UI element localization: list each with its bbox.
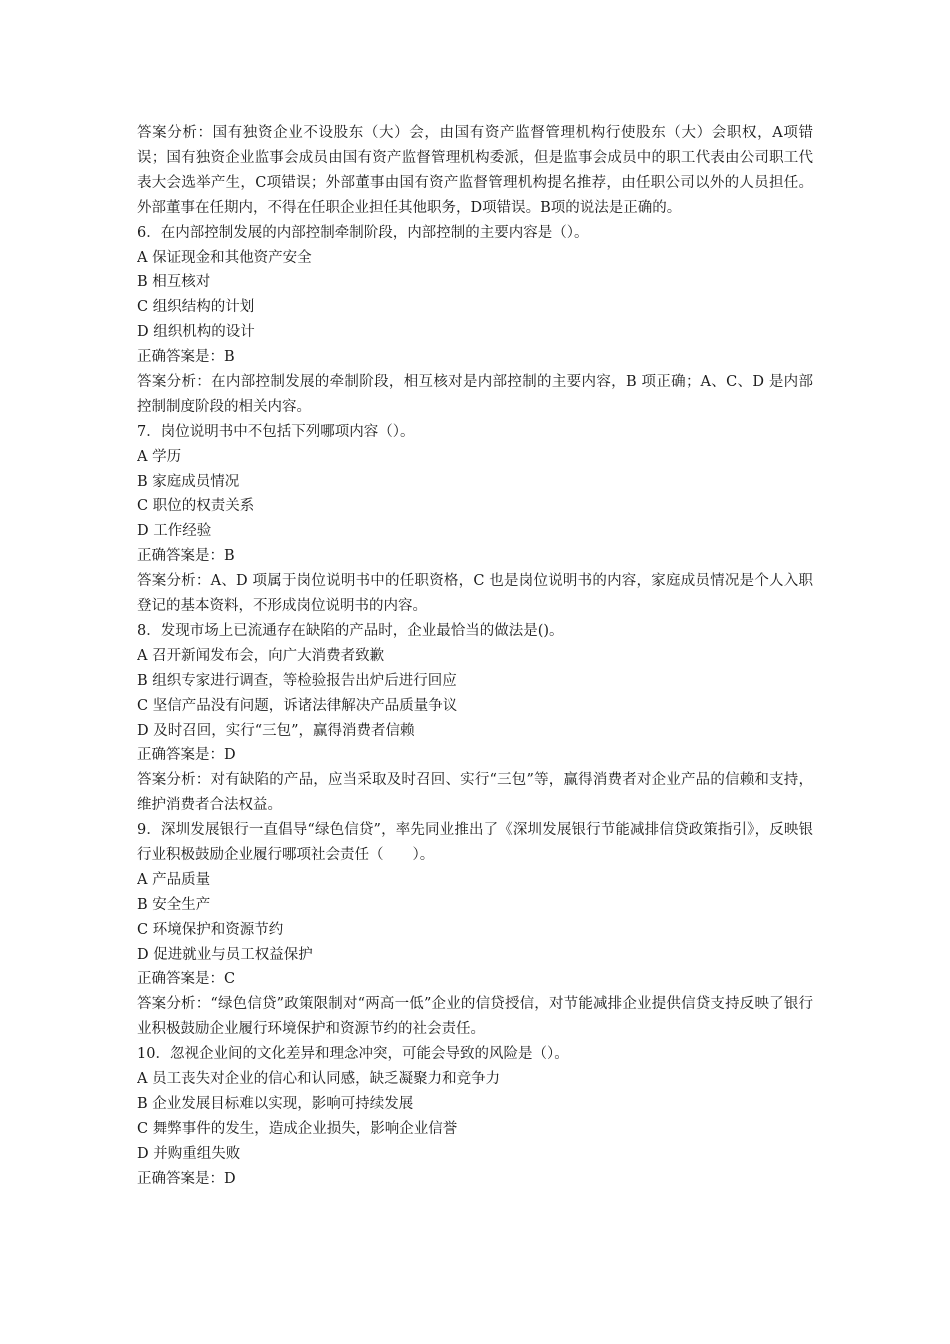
intro-analysis: 答案分析：国有独资企业不设股东（大）会，由国有资产监督管理机构行使股东（大）会职权，A项错误；国有独资企业监事会成员由国有资产监督管理机构委派，但是监事会成员中的职工代表由公司职工代表大会选举产生，C项错误；外部董事由国有资产监督管理机构提名推荐，由任职公司以外的人员担任。外部董事在任期内，不得在任职企业担任其他职务，D项错误。B项的说法是正确的。 xyxy=(137,125,813,216)
option-d: D 促进就业与员工权益保护 xyxy=(137,946,313,963)
question-7 xyxy=(137,420,813,619)
document-page xyxy=(137,121,813,1192)
correct-answer: 正确答案是：D xyxy=(137,747,236,764)
option-a: A 产品质量 xyxy=(137,871,211,888)
answer-analysis: 答案分析：A、D 项属于岗位说明书中的任职资格，C 也是岗位说明书的内容，家庭成员情况是个人入职登记的基本资料，不形成岗位说明书的内容。 xyxy=(137,573,813,615)
question-6 xyxy=(137,221,813,420)
option-c: C 职位的权责关系 xyxy=(137,498,255,515)
option-a: A 召开新闻发布会，向广大消费者致歉 xyxy=(137,647,385,664)
option-a: A 保证现金和其他资产安全 xyxy=(137,249,312,266)
question-stem: 7．岗位说明书中不包括下列哪项内容（）。 xyxy=(137,423,415,440)
option-b: B 企业发展目标难以实现，影响可持续发展 xyxy=(137,1095,414,1112)
option-b: B 家庭成员情况 xyxy=(137,473,240,490)
question-stem: 10．忽视企业间的文化差异和理念冲突，可能会导致的风险是（）。 xyxy=(137,1046,569,1063)
correct-answer: 正确答案是：B xyxy=(137,548,235,565)
option-a: A 员工丧失对企业的信心和认同感，缺乏凝聚力和竞争力 xyxy=(137,1071,501,1088)
correct-answer: 正确答案是：B xyxy=(137,349,235,366)
option-d: D 组织机构的设计 xyxy=(137,324,255,341)
question-stem: 8．发现市场上已流通存在缺陷的产品时，企业最恰当的做法是()。 xyxy=(137,622,564,639)
option-b: B 组织专家进行调查，等检验报告出炉后进行回应 xyxy=(137,672,457,689)
question-stem: 9．深圳发展银行一直倡导“绿色信贷”，率先同业推出了《深圳发展银行节能减排信贷政策指引》，反映银行业积极鼓励企业履行哪项社会责任（ ）。 xyxy=(137,822,813,863)
question-9 xyxy=(137,818,813,1042)
option-d: D 及时召回，实行“三包”，赢得消费者信赖 xyxy=(137,722,415,739)
answer-analysis: 答案分析：对有缺陷的产品，应当采取及时召回、实行“三包”等，赢得消费者对企业产品的信赖和支持，维护消费者合法权益。 xyxy=(137,772,813,814)
question-stem: 6．在内部控制发展的内部控制牵制阶段，内部控制的主要内容是（）。 xyxy=(137,224,589,241)
option-c: C 组织结构的计划 xyxy=(137,299,255,316)
correct-answer: 正确答案是：D xyxy=(137,1170,236,1187)
option-a: A 学历 xyxy=(137,448,182,465)
correct-answer: 正确答案是：C xyxy=(137,971,236,988)
option-c: C 舞弊事件的发生，造成企业损失，影响企业信誉 xyxy=(137,1120,458,1137)
question-10 xyxy=(137,1042,813,1191)
answer-analysis: 答案分析：“绿色信贷”政策限制对“两高一低”企业的信贷授信，对节能减排企业提供信贷支持反映了银行业积极鼓励企业履行环境保护和资源节约的社会责任。 xyxy=(137,996,813,1038)
option-b: B 相互核对 xyxy=(137,274,211,291)
answer-analysis: 答案分析：在内部控制发展的牵制阶段，相互核对是内部控制的主要内容，B 项正确；A、C、D 是内部控制制度阶段的相关内容。 xyxy=(137,373,813,415)
option-c: C 环境保护和资源节约 xyxy=(137,921,284,938)
question-8 xyxy=(137,619,813,818)
option-d: D 并购重组失败 xyxy=(137,1145,241,1162)
option-b: B 安全生产 xyxy=(137,896,211,913)
option-d: D 工作经验 xyxy=(137,523,212,540)
option-c: C 坚信产品没有问题，诉诸法律解决产品质量争议 xyxy=(137,697,458,714)
